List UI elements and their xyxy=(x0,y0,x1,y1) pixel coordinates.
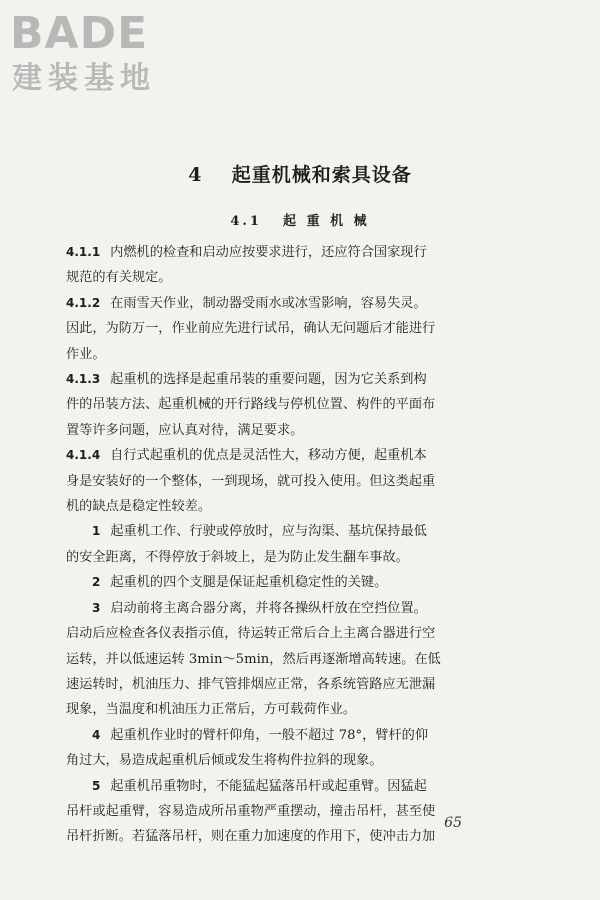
paragraph-line: 角过大，易造成起重机后倾或发生将构件拉斜的现象。 xyxy=(66,753,383,769)
bade-watermark-logo xyxy=(8,6,178,96)
paragraph-line: 启动前将主离合器分离，并将各操纵杆放在空挡位置。 xyxy=(110,600,427,616)
paragraph-line: 起重机吊重物时，不能猛起猛落吊杆或起重臂。因猛起 xyxy=(110,778,427,794)
chapter-heading xyxy=(0,160,600,187)
clause-number: 4.1.1 xyxy=(66,245,101,259)
list-item-5 xyxy=(66,774,506,850)
paragraph-line: 身是安装好的一个整体，一到现场，就可投入使用。但这类起重 xyxy=(66,473,436,489)
paragraph-line: 的安全距离，不得停放于斜坡上，是为防止发生翻车事故。 xyxy=(66,549,409,565)
paragraph-line: 置等许多问题，应认真对待，满足要求。 xyxy=(66,422,304,438)
paragraph-line: 起重机的选择是起重吊装的重要问题，因为它关系到构 xyxy=(110,372,427,388)
paragraph-line: 启动后应检查各仪表指示值，待运转正常后合上主离合器进行空 xyxy=(66,626,436,642)
list-item-1 xyxy=(66,519,506,570)
paragraph-line: 速运转时，机油压力、排气管排烟应正常，各系统管路应无泄漏 xyxy=(66,676,436,692)
watermark-brand-chinese: 建装基地 xyxy=(12,61,156,96)
clause-number: 4.1.3 xyxy=(66,372,101,387)
item-number: 2 xyxy=(92,575,101,590)
body-text xyxy=(66,240,506,850)
clause-number: 4.1.4 xyxy=(66,448,101,463)
clause-number: 4.1.2 xyxy=(66,295,101,310)
paragraph-4-1-1 xyxy=(66,240,506,291)
list-item-3 xyxy=(66,596,506,723)
paragraph-line: 件的吊装方法、起重机械的开行路线与停机位置、构件的平面布 xyxy=(66,397,436,413)
chapter-title: 起重机械和索具设备 xyxy=(231,164,412,186)
paragraph-line: 运转，并以低速运转 3min～5min，然后再逐渐增高转速。在低 xyxy=(66,651,441,667)
paragraph-4-1-4 xyxy=(66,443,506,519)
paragraph-line: 内燃机的检查和启动应按要求进行，还应符合国家现行 xyxy=(110,245,427,260)
section-number: 4.1 xyxy=(230,214,262,229)
item-number: 3 xyxy=(92,600,101,615)
item-number: 5 xyxy=(92,778,101,793)
section-title: 起 重 机 械 xyxy=(283,214,370,229)
paragraph-line: 起重机的四个支腿是保证起重机稳定性的关键。 xyxy=(110,575,388,591)
paragraph-4-1-2 xyxy=(66,291,506,367)
page-number: 65 xyxy=(444,815,462,831)
item-number: 4 xyxy=(92,727,101,742)
watermark-brand-latin: BADE xyxy=(10,8,149,59)
paragraph-line: 在雨雪天作业，制动器受雨水或冰雪影响，容易失灵。 xyxy=(110,295,427,311)
paragraph-line: 起重机工作、行驶或停放时，应与沟渠、基坑保持最低 xyxy=(110,524,427,540)
list-item-4 xyxy=(66,723,506,774)
paragraph-line: 起重机作业时的臂杆仰角，一般不超过 78°，臂杆的仰 xyxy=(110,727,429,743)
paragraph-line: 作业。 xyxy=(66,346,106,362)
paragraph-line: 现象，当温度和机油压力正常后，方可载荷作业。 xyxy=(66,702,357,718)
section-heading xyxy=(0,210,600,229)
list-item-2 xyxy=(66,570,506,595)
paragraph-line: 吊杆折断。若猛落吊杆，则在重力加速度的作用下，使冲击力加 xyxy=(66,829,436,845)
paragraph-4-1-3 xyxy=(66,367,506,443)
paragraph-line: 机的缺点是稳定性较差。 xyxy=(66,499,212,515)
chapter-number: 4 xyxy=(188,164,203,186)
paragraph-line: 规范的有关规定。 xyxy=(66,270,172,286)
item-number: 1 xyxy=(92,524,101,539)
paragraph-line: 自行式起重机的优点是灵活性大，移动方便，起重机本 xyxy=(110,448,427,464)
paragraph-line: 吊杆或起重臂，容易造成所吊重物严重摆动，撞击吊杆，甚至使 xyxy=(66,803,436,819)
paragraph-line: 因此，为防万一，作业前应先进行试吊，确认无问题后才能进行 xyxy=(66,321,436,337)
